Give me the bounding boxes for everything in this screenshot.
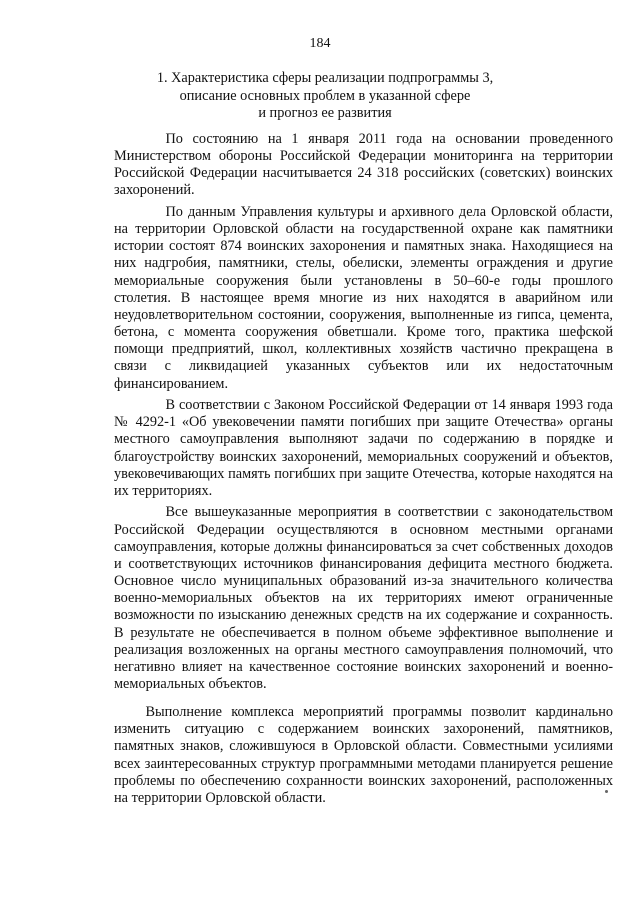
paragraph-2: По данным Управления культуры и архивного дела Орловской области, на территории Орловской области на государственной охране как памятники истории состоят 874 воинских захоронения и памятных знака. Находящиеся на них надгробия, памятники, стелы, обелиски, элементы ограждения и другие мемориальные сооружения были установлены в 50–60-е годы прошлого столетия. В настоящее время многие из них находятся в аварийном или неудовлетворительном состоянии, сооружения, выполненные из гипса, цемента, бетона, с момента сооружения обветшали. Кроме того, практика шефской помощи предприятий, школ, коллективных хозяйств частично прекращена в связи с ликвидацией указанных субъектов или их недостаточным финансированием. xyxy=(114,204,613,392)
heading-line-2: описание основных проблем в указанной сфере xyxy=(179,87,471,104)
body-text xyxy=(114,131,613,812)
page-number: 184 xyxy=(309,36,331,51)
paragraph-3: В соответствии с Законом Российской Федерации от 14 января 1993 года № 4292-1 «Об увековечении памяти погибших при защите Отечества» органы местного самоуправления выполняют задачи по содержанию в порядке и благоустройству воинских захоронений, мемориальных сооружений и объектов, увековечивающих память погибших при защите Отечества, которые находятся на их территориях. xyxy=(114,397,613,499)
heading-line-1: 1. Характеристика сферы реализации подпрограммы 3, xyxy=(156,70,494,86)
paragraph-4: Все вышеуказанные мероприятия в соответствии с законодательством Российской Федерации осуществляются в основном местными органами самоуправления, которые должны финансироваться за счет собственных доходов и соответствующих источников финансирования дефицита местного бюджета. Основное число муниципальных образований из-за значительного количества военно-мемориальных объектов на их территориях имеют ограниченные возможности по изысканию денежных средств на их содержание и сохранность. В результате не обеспечивается в полном объеме эффективное выполнение и реализация возложенных на органы местного самоуправления полномочий, что негативно влияет на качественное состояние воинских захоронений и военно-мемориальных объектов. xyxy=(114,504,613,693)
paragraph-1: По состоянию на 1 января 2011 года на основании проведенного Министерством обороны Российской Федерации мониторинга на территории Российской Федерации насчитывается 24 318 российских (советских) воинских захоронений. xyxy=(114,131,613,199)
heading-line-3: и прогноз ее развития xyxy=(258,105,392,121)
paragraph-5: Выполнение комплекса мероприятий программы позволит кардинально изменить ситуацию с содержанием воинских захоронений, памятников, памятных знаков, сложившуюся в Орловской области. Совместными усилиями всех заинтересованных структур программными методами планируется решение проблемы по обеспечению сохранности воинских захоронений, расположенных на территории Орловской области. xyxy=(114,704,613,806)
section-heading xyxy=(90,70,560,123)
scan-speck xyxy=(605,790,608,793)
